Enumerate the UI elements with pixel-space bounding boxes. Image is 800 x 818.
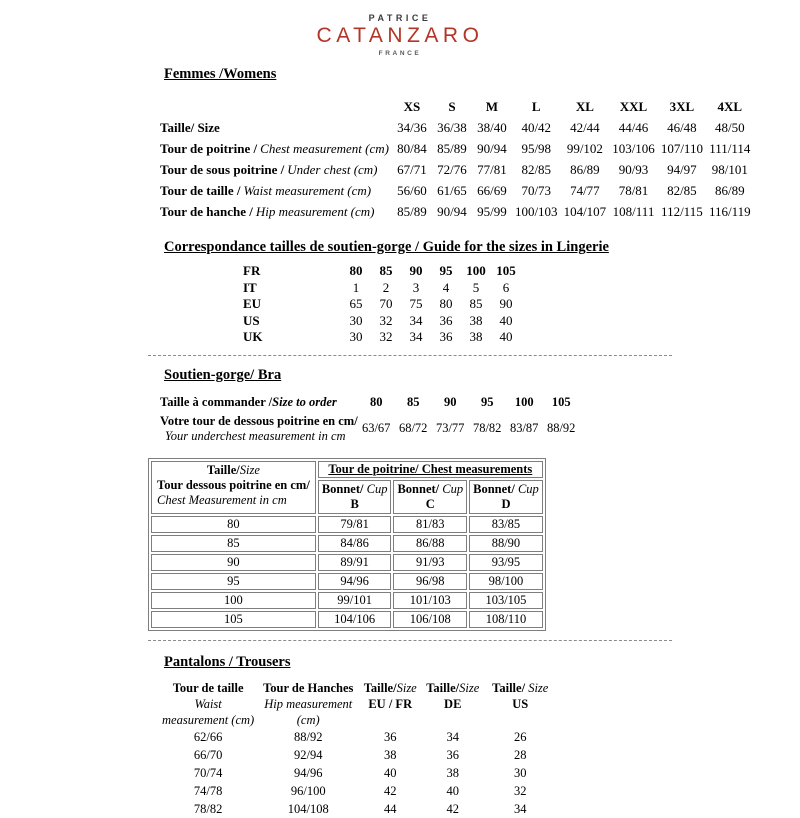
trousers-data-row	[158, 800, 557, 818]
cup-data-row	[151, 516, 543, 533]
lingerie-size-cell: 2	[371, 280, 401, 297]
cup-range-cell: 81/83	[393, 516, 467, 533]
measurement-cell: 56/60	[392, 180, 432, 201]
lingerie-size-cell: 85	[461, 296, 491, 313]
lingerie-size-cell: 30	[341, 329, 371, 346]
lingerie-size-cell: 32	[371, 329, 401, 346]
measurement-cell: 80/84	[392, 138, 432, 159]
size-de-cell: 40	[422, 782, 483, 800]
section-title-womens: Femmes /Womens	[164, 66, 672, 83]
measurement-cell: 90/94	[432, 201, 472, 222]
cup-data-row	[151, 592, 543, 609]
country-code-label: EU	[243, 296, 341, 313]
size-guide-page	[148, 0, 672, 818]
hip-range-cell: 96/100	[258, 782, 358, 800]
region-code: DE	[426, 696, 479, 712]
cup-range-cell: 101/103	[393, 592, 467, 609]
cup-table-top-row	[151, 461, 543, 478]
measurement-cell: 82/85	[658, 180, 706, 201]
country-size-row	[243, 280, 521, 297]
lingerie-body	[243, 263, 521, 346]
measurement-cell: 112/115	[658, 201, 706, 222]
label-french: Tour de sous poitrine /	[160, 162, 284, 177]
cup-range-cell: 99/101	[318, 592, 392, 609]
label-english: Waist measurement (cm)	[244, 183, 372, 198]
bra-size-cell: 80	[358, 393, 395, 412]
cup-letter: B	[322, 497, 388, 512]
cup-column-header	[318, 480, 392, 514]
cup-table-corner-cell	[151, 461, 316, 514]
trousers-size-table	[158, 680, 557, 818]
measurement-row-label	[160, 201, 392, 222]
trousers-data-row	[158, 764, 557, 782]
lingerie-size-cell: 3	[401, 280, 431, 297]
cup-range-cell: 86/88	[393, 535, 467, 552]
label-english: Your underchest measurement in cm	[165, 429, 358, 444]
cup-label-english: Cup	[439, 482, 463, 496]
region-code: EU / FR	[362, 696, 418, 712]
trousers-data-row	[158, 746, 557, 764]
size-eu-cell: 36	[358, 728, 422, 746]
underchest-range-cell: 68/72	[395, 412, 432, 446]
lingerie-size-cell: 80	[341, 263, 371, 280]
size-us-cell: 26	[483, 728, 557, 746]
lingerie-size-cell: 90	[491, 296, 521, 313]
lingerie-size-cell: 38	[461, 329, 491, 346]
measurement-cell: 107/110	[658, 138, 706, 159]
measurement-cell: 48/50	[706, 117, 754, 138]
cup-table-body	[151, 516, 543, 628]
measurement-cell: 94/97	[658, 159, 706, 180]
label-english: Size to order	[272, 395, 337, 409]
cup-range-cell: 108/110	[469, 611, 543, 628]
cup-range-cell: 88/90	[469, 535, 543, 552]
label-french: Tour de taille /	[160, 183, 241, 198]
measurement-cell: 77/81	[472, 159, 512, 180]
hip-column-header	[258, 680, 358, 729]
bra-size-cell: 90	[432, 393, 469, 412]
measurement-cell: 108/111	[609, 201, 658, 222]
measurement-cell: 116/119	[706, 201, 754, 222]
lingerie-size-cell: 85	[371, 263, 401, 280]
cup-label-french: Bonnet/	[397, 482, 439, 496]
cup-range-cell: 83/85	[469, 516, 543, 533]
band-size-cell: 80	[151, 516, 316, 533]
country-code-label: UK	[243, 329, 341, 346]
country-size-row	[243, 263, 521, 280]
measurement-cell: 46/48	[658, 117, 706, 138]
measurement-cell: 86/89	[561, 159, 610, 180]
lingerie-size-cell: 90	[401, 263, 431, 280]
size-column-header: 4XL	[706, 96, 754, 117]
cup-label-english: Cup	[364, 482, 388, 496]
cup-range-cell: 84/86	[318, 535, 392, 552]
cup-range-cell: 91/93	[393, 554, 467, 571]
underchest-range-cell: 88/92	[543, 412, 580, 446]
label-french: Taille/	[492, 681, 528, 695]
cup-range-cell: 93/95	[469, 554, 543, 571]
lingerie-size-cell: 75	[401, 296, 431, 313]
label-french: Taille/	[426, 681, 459, 695]
hip-range-cell: 94/96	[258, 764, 358, 782]
size-column-header: XXL	[609, 96, 658, 117]
size-eu-cell: 38	[358, 746, 422, 764]
measurement-cell: 66/69	[472, 180, 512, 201]
lingerie-size-cell: 100	[461, 263, 491, 280]
lingerie-size-cell: 5	[461, 280, 491, 297]
waist-range-cell: 70/74	[158, 764, 258, 782]
bra-size-cell: 100	[506, 393, 543, 412]
lingerie-correspondence-table	[243, 263, 521, 346]
measurement-cell: 67/71	[392, 159, 432, 180]
cup-label-french: Bonnet/	[322, 482, 364, 496]
size-column-header: XS	[392, 96, 432, 117]
lingerie-size-cell: 65	[341, 296, 371, 313]
region-code: US	[487, 696, 553, 712]
dashed-divider	[148, 355, 672, 356]
measurement-cell: 44/46	[609, 117, 658, 138]
country-code-label: US	[243, 313, 341, 330]
size-us-cell: 32	[483, 782, 557, 800]
cup-range-cell: 106/108	[393, 611, 467, 628]
measurement-cell: 98/101	[706, 159, 754, 180]
chest-measurements-header: Tour de poitrine/ Chest measurements	[318, 461, 543, 478]
brand-logo	[128, 0, 672, 57]
womens-body	[160, 117, 754, 222]
cup-data-row	[151, 573, 543, 590]
cup-range-cell: 98/100	[469, 573, 543, 590]
underchest-range-cell: 73/77	[432, 412, 469, 446]
section-title-lingerie-guide: Correspondance tailles de soutien-gorge / Guide for the sizes in Lingerie	[164, 239, 672, 256]
measurement-cell: 74/77	[561, 180, 610, 201]
measurement-cell: 72/76	[432, 159, 472, 180]
corner-underbust-label: Tour dessous poitrine en cm/	[157, 478, 310, 493]
label-french: Taille/ Size	[160, 120, 220, 135]
size-us-cell: 30	[483, 764, 557, 782]
label-french: Tour de Hanches	[263, 681, 353, 695]
cup-range-cell: 94/96	[318, 573, 392, 590]
size-us-column-header	[483, 680, 557, 729]
size-column-header: M	[472, 96, 512, 117]
size-eu-cell: 42	[358, 782, 422, 800]
measurement-cell: 99/102	[561, 138, 610, 159]
size-de-cell: 34	[422, 728, 483, 746]
empty-corner-cell	[160, 96, 392, 117]
measurement-cell: 42/44	[561, 117, 610, 138]
label-french: Tour de hanche /	[160, 204, 253, 219]
band-size-cell: 105	[151, 611, 316, 628]
measurement-row	[160, 180, 754, 201]
measurement-row-label	[160, 117, 392, 138]
cup-range-cell: 89/91	[318, 554, 392, 571]
measurement-cell: 85/89	[432, 138, 472, 159]
bra-order-size-row	[160, 393, 580, 412]
cup-range-cell: 79/81	[318, 516, 392, 533]
lingerie-size-cell: 95	[431, 263, 461, 280]
womens-header-row	[160, 96, 754, 117]
label-english: (cm)	[262, 712, 354, 728]
trousers-data-row	[158, 782, 557, 800]
label-french: Taille à commander /	[160, 395, 272, 409]
measurement-cell: 40/42	[512, 117, 561, 138]
brand-name-main: CATANZARO	[128, 24, 672, 48]
size-eu-cell: 40	[358, 764, 422, 782]
trousers-header-row	[158, 680, 557, 729]
cup-range-cell: 96/98	[393, 573, 467, 590]
lingerie-size-cell: 38	[461, 313, 491, 330]
label-english: Under chest (cm)	[287, 162, 377, 177]
label-english: Size	[528, 681, 548, 695]
band-size-cell: 85	[151, 535, 316, 552]
label-english: Size	[459, 681, 479, 695]
band-size-cell: 95	[151, 573, 316, 590]
waist-range-cell: 62/66	[158, 728, 258, 746]
measurement-row	[160, 159, 754, 180]
bra-underchest-row	[160, 412, 580, 446]
lingerie-size-cell: 105	[491, 263, 521, 280]
measurement-cell: 36/38	[432, 117, 472, 138]
label-english: Hip measurement	[262, 696, 354, 712]
section-title-bra: Soutien-gorge/ Bra	[164, 367, 672, 384]
underchest-range-cell: 78/82	[469, 412, 506, 446]
country-size-row	[243, 329, 521, 346]
waist-range-cell: 78/82	[158, 800, 258, 818]
lingerie-size-cell: 32	[371, 313, 401, 330]
measurement-row-label	[160, 159, 392, 180]
country-code-label: FR	[243, 263, 341, 280]
label-french: Tour de taille	[173, 681, 244, 695]
label-french: Taille/	[364, 681, 397, 695]
cup-letter: D	[473, 497, 539, 512]
lingerie-size-cell: 34	[401, 313, 431, 330]
size-de-cell: 42	[422, 800, 483, 818]
size-column-header: L	[512, 96, 561, 117]
lingerie-size-cell: 80	[431, 296, 461, 313]
cup-label-english: Cup	[515, 482, 539, 496]
measurement-row-label	[160, 180, 392, 201]
size-de-column-header	[422, 680, 483, 729]
band-size-cell: 90	[151, 554, 316, 571]
measurement-cell: 38/40	[472, 117, 512, 138]
label-english: measurement (cm)	[162, 712, 254, 728]
label-french: Tour de poitrine /	[160, 141, 257, 156]
size-de-cell: 36	[422, 746, 483, 764]
measurement-cell: 78/81	[609, 180, 658, 201]
bra-underchest-label	[160, 412, 358, 446]
size-eu-fr-column-header	[358, 680, 422, 729]
lingerie-size-cell: 1	[341, 280, 371, 297]
measurement-cell: 103/106	[609, 138, 658, 159]
measurement-row	[160, 138, 754, 159]
measurement-cell: 95/99	[472, 201, 512, 222]
lingerie-size-cell: 4	[431, 280, 461, 297]
label-english: Chest measurement (cm)	[260, 141, 389, 156]
cup-letter: C	[397, 497, 463, 512]
measurement-cell: 70/73	[512, 180, 561, 201]
hip-range-cell: 92/94	[258, 746, 358, 764]
country-size-row	[243, 313, 521, 330]
measurement-cell: 86/89	[706, 180, 754, 201]
bra-order-label	[160, 393, 358, 412]
bra-size-cell: 105	[543, 393, 580, 412]
cup-label-french: Bonnet/	[473, 482, 515, 496]
cup-column-header	[393, 480, 467, 514]
underchest-range-cell: 83/87	[506, 412, 543, 446]
measurement-cell: 34/36	[392, 117, 432, 138]
label-french: Taille/	[207, 463, 240, 477]
lingerie-size-cell: 40	[491, 329, 521, 346]
measurement-cell: 61/65	[432, 180, 472, 201]
size-us-cell: 34	[483, 800, 557, 818]
measurement-cell: 90/94	[472, 138, 512, 159]
size-de-cell: 38	[422, 764, 483, 782]
cup-measurement-table	[148, 458, 546, 631]
lingerie-size-cell: 34	[401, 329, 431, 346]
brand-name-top: PATRICE	[128, 13, 672, 23]
measurement-cell: 111/114	[706, 138, 754, 159]
bra-size-table	[160, 393, 580, 446]
label-english: Size	[397, 681, 417, 695]
measurement-cell: 90/93	[609, 159, 658, 180]
lingerie-size-cell: 30	[341, 313, 371, 330]
country-size-row	[243, 296, 521, 313]
lingerie-size-cell: 36	[431, 313, 461, 330]
bra-size-cell: 95	[469, 393, 506, 412]
cup-data-row	[151, 611, 543, 628]
measurement-row	[160, 201, 754, 222]
label-english: Size	[240, 463, 260, 477]
label-english: Hip measurement (cm)	[256, 204, 375, 219]
waist-column-header	[158, 680, 258, 729]
label-english: Waist	[162, 696, 254, 712]
measurement-cell: 82/85	[512, 159, 561, 180]
measurement-cell: 104/107	[561, 201, 610, 222]
measurement-cell: 100/103	[512, 201, 561, 222]
brand-country: FRANCE	[128, 50, 672, 57]
waist-range-cell: 74/78	[158, 782, 258, 800]
bra-size-cell: 85	[395, 393, 432, 412]
label-french: Votre tour de dessous poitrine en cm/	[160, 414, 358, 428]
cup-range-cell: 103/105	[469, 592, 543, 609]
womens-size-table	[160, 96, 754, 222]
underchest-range-cell: 63/67	[358, 412, 395, 446]
size-column-header: XL	[561, 96, 610, 117]
corner-chest-label: Chest Measurement in cm	[157, 493, 310, 508]
measurement-cell: 95/98	[512, 138, 561, 159]
hip-range-cell: 88/92	[258, 728, 358, 746]
size-column-header: 3XL	[658, 96, 706, 117]
measurement-row	[160, 117, 754, 138]
lingerie-size-cell: 6	[491, 280, 521, 297]
trousers-body	[158, 728, 557, 818]
trousers-data-row	[158, 728, 557, 746]
section-title-trousers: Pantalons / Trousers	[164, 654, 672, 671]
measurement-cell: 85/89	[392, 201, 432, 222]
size-us-cell: 28	[483, 746, 557, 764]
size-eu-cell: 44	[358, 800, 422, 818]
corner-size-label	[157, 463, 310, 478]
lingerie-size-cell: 40	[491, 313, 521, 330]
lingerie-size-cell: 70	[371, 296, 401, 313]
measurement-row-label	[160, 138, 392, 159]
cup-range-cell: 104/106	[318, 611, 392, 628]
hip-range-cell: 104/108	[258, 800, 358, 818]
cup-column-header	[469, 480, 543, 514]
cup-data-row	[151, 535, 543, 552]
country-code-label: IT	[243, 280, 341, 297]
band-size-cell: 100	[151, 592, 316, 609]
dashed-divider	[148, 640, 672, 641]
size-column-header: S	[432, 96, 472, 117]
lingerie-size-cell: 36	[431, 329, 461, 346]
waist-range-cell: 66/70	[158, 746, 258, 764]
cup-data-row	[151, 554, 543, 571]
